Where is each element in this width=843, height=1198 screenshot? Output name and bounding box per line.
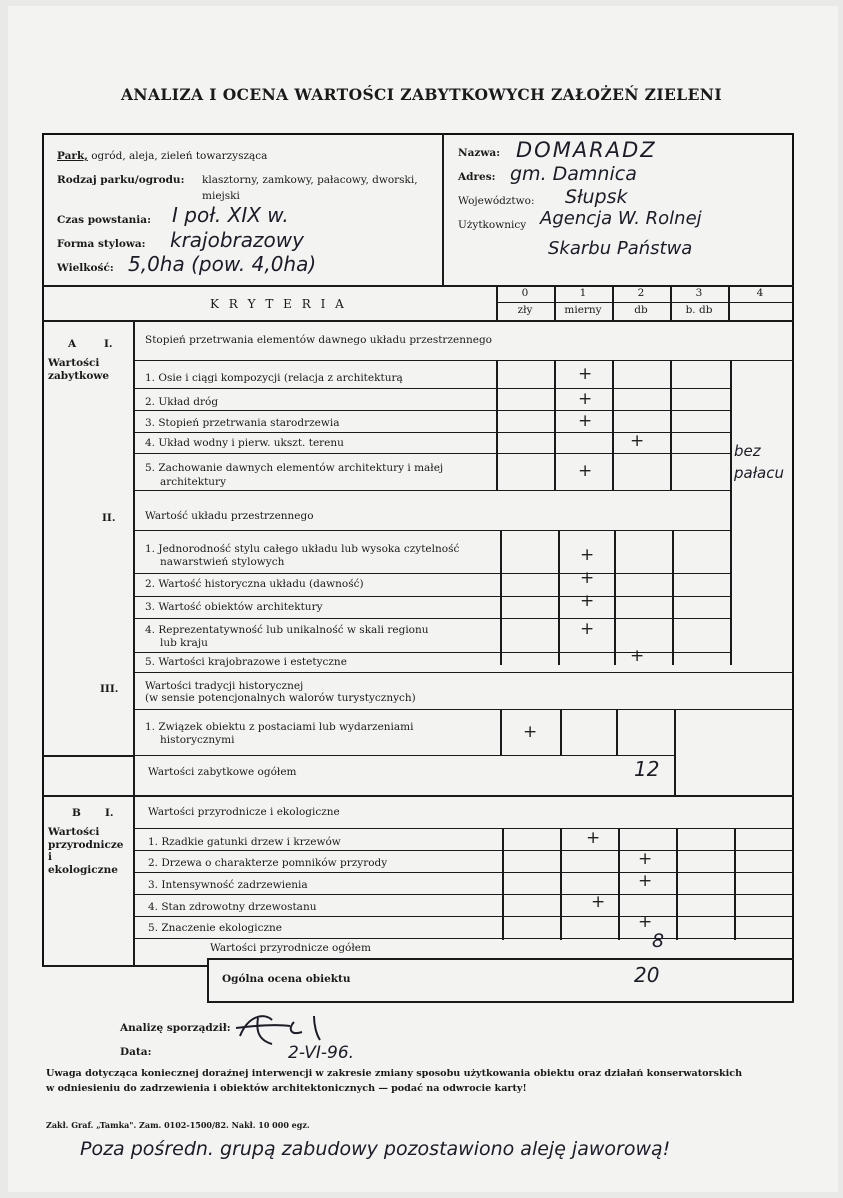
hdr-mid-line bbox=[496, 302, 794, 303]
g2-item-1: 1. Jednorodność stylu całego układu lub wysoka czytelność bbox=[145, 543, 460, 555]
section-b-roman: I. bbox=[105, 807, 114, 819]
g1-col-4 bbox=[730, 360, 732, 665]
g1-item-4: 4. Układ wodny i pierw. ukszt. terenu bbox=[145, 437, 344, 449]
group3-title-line bbox=[133, 709, 794, 710]
adres-value: gm. Damnica bbox=[510, 163, 637, 185]
col-num-0: 0 bbox=[521, 287, 529, 299]
mark-g1-4: + bbox=[630, 431, 645, 451]
g2-item-4: 4. Reprezentatywność lub unikalność w skali regionu bbox=[145, 624, 429, 636]
rodzaj-options-2: miejski bbox=[202, 190, 240, 202]
mark-g1-1: + bbox=[578, 364, 593, 384]
b-col-1 bbox=[560, 828, 562, 940]
mark-g1-3: + bbox=[578, 411, 593, 431]
wielkosc-label: Wielkość: bbox=[57, 262, 114, 274]
section-a-name: Wartości zabytkowe bbox=[48, 357, 110, 382]
g3-col-1 bbox=[560, 709, 562, 755]
frame-left bbox=[42, 133, 44, 965]
g2-col-3 bbox=[672, 530, 674, 665]
mark-b-4: + bbox=[591, 892, 606, 912]
analiza-label: Analizę sporządził: bbox=[120, 1022, 231, 1034]
mark-g1-5: + bbox=[578, 461, 593, 481]
section-a-roman: I. bbox=[104, 338, 113, 350]
adres-label: Adres: bbox=[458, 171, 496, 183]
g1-row-5 bbox=[133, 490, 730, 491]
col-num-1: 1 bbox=[579, 287, 587, 299]
g3-col-0 bbox=[500, 709, 502, 755]
g1-item-5: 5. Zachowanie dawnych elementów architektury i małej bbox=[145, 462, 444, 474]
g2-item-2: 2. Wartość historyczna układu (dawność) bbox=[145, 578, 364, 590]
a-section-sep bbox=[42, 755, 133, 757]
g1-item-2: 2. Układ dróg bbox=[145, 396, 219, 408]
g1-col-2 bbox=[612, 360, 614, 490]
g2-col-2 bbox=[614, 530, 616, 665]
forma-value: krajobrazowy bbox=[170, 228, 304, 252]
b-col-0 bbox=[502, 828, 504, 940]
rodzaj-options: klasztorny, zamkowy, pałacowy, dworski, bbox=[202, 174, 418, 186]
b-col-2 bbox=[618, 828, 620, 940]
czas-value: I poł. XIX w. bbox=[172, 203, 289, 227]
woj-value: Słupsk bbox=[565, 186, 628, 208]
b-item-4: 4. Stan zdrowotny drzewostanu bbox=[148, 901, 317, 913]
woj-label: Województwo: bbox=[458, 195, 535, 207]
section-b-group-title: Wartości przyrodnicze i ekologiczne bbox=[148, 806, 340, 818]
section-a-roman3: III. bbox=[100, 683, 119, 695]
kryteria-heading: K R Y T E R I A bbox=[210, 297, 347, 311]
overall-label: Ogólna ocena obiektu bbox=[222, 973, 351, 985]
g2-item-3: 3. Wartość obiektów architektury bbox=[145, 601, 323, 613]
page-title: ANALIZA I OCENA WARTOŚCI ZABYTKOWYCH ZAŁOŻEŃ ZIELENI bbox=[120, 85, 722, 104]
czas-label: Czas powstania: bbox=[57, 214, 151, 226]
g2-row-2 bbox=[133, 596, 730, 597]
group1-title-line bbox=[133, 360, 794, 361]
col-num-2: 2 bbox=[637, 287, 645, 299]
col-num-4: 4 bbox=[756, 287, 764, 299]
g1-item-1: 1. Osie i ciągi kompozycji (relacja z architekturą bbox=[145, 372, 403, 384]
mark-b-1: + bbox=[586, 828, 601, 848]
g3-row-1 bbox=[133, 755, 674, 756]
wielkosc-value: 5,0ha (pow. 4,0ha) bbox=[128, 252, 317, 276]
mark-g2-1: + bbox=[580, 545, 595, 565]
group2-title-line bbox=[133, 530, 730, 531]
mark-g2-5: + bbox=[630, 646, 645, 666]
b-col-4 bbox=[734, 828, 736, 940]
section-a-code: A bbox=[68, 338, 77, 350]
overall-value: 20 bbox=[634, 963, 660, 987]
b-item-3: 3. Intensywność zadrzewienia bbox=[148, 879, 308, 891]
total-a-value: 12 bbox=[634, 757, 660, 781]
total-b-value: 8 bbox=[652, 930, 665, 952]
mark-g2-3: + bbox=[580, 591, 595, 611]
g2-row-1 bbox=[133, 573, 730, 574]
mark-g3-1: + bbox=[523, 722, 538, 742]
frame-top bbox=[42, 133, 794, 135]
g2-item-1b: nawarstwień stylowych bbox=[160, 556, 285, 568]
b-row-3 bbox=[133, 894, 794, 895]
mark-g1-2: + bbox=[578, 389, 593, 409]
col-label-2: db bbox=[634, 304, 648, 316]
b-item-2: 2. Drzewa o charakterze pomników przyrody bbox=[148, 857, 388, 869]
g1-col-0 bbox=[496, 360, 498, 490]
g2-row-3 bbox=[133, 618, 730, 619]
uzytk-label: Użytkownicy bbox=[458, 219, 527, 231]
g1-row-4 bbox=[133, 453, 730, 454]
g3-col-2 bbox=[616, 709, 618, 755]
g1-row-2 bbox=[133, 410, 730, 411]
data-label: Data: bbox=[120, 1046, 152, 1058]
mark-b-2: + bbox=[638, 849, 653, 869]
col-label-0: zły bbox=[517, 304, 533, 316]
mark-g2-2: + bbox=[580, 568, 595, 588]
overall-left bbox=[207, 958, 209, 1003]
g1-col-1 bbox=[554, 360, 556, 490]
uwaga-note: Uwaga dotycząca koniecznej doraźnej interwencji w zakresie zmiany sposobu użytkowania obiektu oraz działań konserwatorskich w odniesieniu do zadrzewienia i obiektów architektonicznych — podać na odwrocie karty! bbox=[46, 1068, 743, 1094]
b-row-1 bbox=[133, 850, 794, 851]
a-b-divider bbox=[42, 795, 794, 797]
uzytk-value-1: Agencja W. Rolnej bbox=[540, 208, 702, 229]
b-col-3 bbox=[676, 828, 678, 940]
nazwa-label: Nazwa: bbox=[458, 147, 501, 159]
mark-b-3: + bbox=[638, 871, 653, 891]
g3-item-1b: historycznymi bbox=[160, 734, 235, 746]
col-num-3: 3 bbox=[695, 287, 703, 299]
g2-col-0 bbox=[500, 530, 502, 665]
col-label-3: b. db bbox=[685, 304, 713, 316]
total-b-label: Wartości przyrodnicze ogółem bbox=[210, 942, 371, 954]
b-row-4 bbox=[133, 916, 794, 917]
park-type-line: Park, ogród, aleja, zieleń towarzysząca bbox=[57, 150, 268, 162]
g1-row-1 bbox=[133, 388, 730, 389]
data-value: 2-VI-96. bbox=[288, 1043, 355, 1063]
section-b-name: Wartości przyrodnicze i ekologiczne bbox=[48, 826, 124, 876]
g2-item-4b: lub kraju bbox=[160, 637, 208, 649]
g1-col-3 bbox=[670, 360, 672, 490]
mark-b-5: + bbox=[638, 912, 653, 932]
b-row-5 bbox=[133, 938, 794, 939]
total-a-label: Wartości zabytkowe ogółem bbox=[148, 766, 297, 778]
b-item-1: 1. Rzadkie gatunki drzew i krzewów bbox=[148, 836, 341, 848]
hdr-bottom-line bbox=[42, 320, 794, 322]
g1-item-3: 3. Stopień przetrwania starodrzewia bbox=[145, 417, 340, 429]
uzytk-value-2: Skarbu Państwa bbox=[548, 238, 693, 259]
header-divider bbox=[442, 133, 444, 285]
section-b-code: B bbox=[72, 807, 81, 819]
group3-subtitle: (w sensie potencjonalnych walorów turystycznych) bbox=[145, 692, 416, 704]
g2-row-5 bbox=[133, 672, 794, 673]
group3-title: Wartości tradycji historycznej bbox=[145, 680, 304, 692]
b-row-2 bbox=[133, 872, 794, 873]
group1-title: Stopień przetrwania elementów dawnego układu przestrzennego bbox=[145, 334, 492, 346]
mark-g2-4: + bbox=[580, 619, 595, 639]
section-a-roman2: II. bbox=[102, 512, 116, 524]
rodzaj-label: Rodzaj parku/ogrodu: bbox=[57, 174, 185, 186]
b-item-5: 5. Znaczenie ekologiczne bbox=[148, 922, 283, 934]
printer-line: Zakł. Graf. „Tamka". Zam. 0102-1500/82. Nakł. 10 000 egz. bbox=[46, 1120, 310, 1130]
note-bez-palacu: bez pałacu bbox=[734, 442, 784, 482]
handwritten-note: Poza pośredn. grupą zabudowy pozostawiono aleję jaworową! bbox=[80, 1138, 671, 1160]
g3-col-3 bbox=[674, 709, 676, 795]
overall-top bbox=[207, 958, 794, 960]
b-title-line bbox=[133, 828, 794, 829]
col-label-1: mierny bbox=[564, 304, 602, 316]
b-bottom bbox=[42, 965, 207, 967]
forma-label: Forma stylowa: bbox=[57, 238, 146, 250]
g3-item-1: 1. Związek obiektu z postaciami lub wydarzeniami bbox=[145, 721, 414, 733]
g1-item-5b: architektury bbox=[160, 476, 227, 488]
label-col-divider bbox=[133, 320, 135, 965]
nazwa-value: DOMARADZ bbox=[516, 138, 657, 162]
g2-item-5: 5. Wartości krajobrazowe i estetyczne bbox=[145, 656, 347, 668]
group2-title: Wartość układu przestrzennego bbox=[145, 510, 314, 522]
overall-bottom bbox=[207, 1001, 794, 1003]
g2-col-1 bbox=[558, 530, 560, 665]
